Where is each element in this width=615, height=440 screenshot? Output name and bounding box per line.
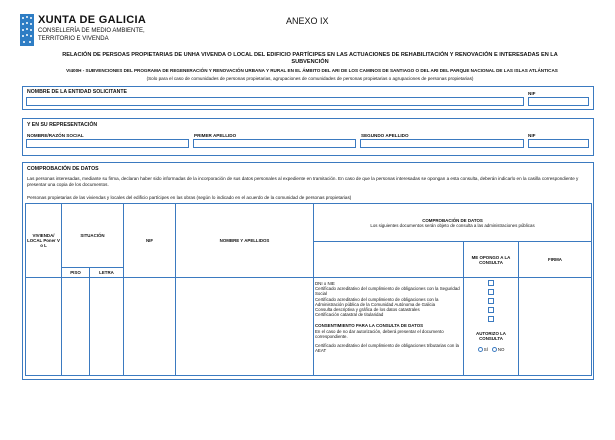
header-situacion-text: SITUACIÓN <box>80 233 105 238</box>
doc-administracion-galicia: Certificado acreditativo del cumplimiento de obligaciones con la Administración pública de la Comunidad Autónoma de Galicia <box>315 296 439 307</box>
form-title <box>40 52 580 66</box>
authorize-no-radio[interactable] <box>492 347 497 352</box>
owners-table <box>25 203 592 376</box>
rep-surname1-label: PRIMER APELLIDO <box>194 133 237 138</box>
consent-doc-aeat: Certificado acreditativo del cumplimiento de obligaciones tributarias con la AEAT <box>315 343 459 354</box>
cell-vivienda[interactable] <box>26 278 62 376</box>
header-nombre <box>176 204 314 278</box>
oppose-dni-checkbox[interactable] <box>488 280 494 286</box>
authorize-no-label: NO <box>497 347 505 352</box>
rep-name-label: NOMBRE/RAZÓN SOCIAL <box>27 133 84 138</box>
authorize-label: AUTORIZO LA CONSULTA <box>476 331 506 341</box>
doc-catastro-descriptiva: Consulta descriptiva y gráfica de los datos catastrales <box>315 307 420 313</box>
verification-paragraph-1: Las personas interesadas, mediante su firma, declaran haber sido informadas de la incorporación de sus datos personales al expediente en tramitación. En caso de que la personas interesadas se opongan a esta consulta, deberán indicarlo en la casilla correspondiente y presentar una copia de los documentos. <box>27 176 579 187</box>
oppose-catastro-titularidad-checkbox[interactable] <box>488 316 494 322</box>
cell-nombre[interactable] <box>176 278 314 376</box>
cell-letra[interactable] <box>90 278 124 376</box>
entity-name-label: NOMBRE DE LA ENTIDAD SOLICITANTE <box>27 89 127 95</box>
rep-nif-field[interactable] <box>528 139 589 148</box>
header-opongo-text: ME OPONGO A LA CONSULTA <box>471 254 511 265</box>
rep-nif-label: NIF <box>528 133 536 138</box>
rep-surname2-field[interactable] <box>360 139 524 148</box>
authorize-yes-radio[interactable] <box>478 347 483 352</box>
department-line-1: CONSELLERÍA DE MEDIO AMBIENTE, <box>38 28 145 34</box>
representation-section <box>22 118 594 156</box>
form-title-line-1: RELACIÓN DE PERSOAS PROPIETARIAS DE UNHA VIVENDA O LOCAL DEL EDIFICIO PARTÍCIPES EN LAS ACTUACIONES DE REHABILITACIÓN Y RENOVACIÓN E INTERESADAS EN LA <box>62 52 558 58</box>
form-note: (Solo para el caso de comunidades de personas propietarias, agrupaciones de comunidades de personas propietarias o agrupaciones de personas propietarias) <box>146 76 474 81</box>
cell-nif[interactable] <box>124 278 176 376</box>
brand-name: XUNTA DE GALICIA <box>38 14 147 26</box>
header-doc-blank <box>314 242 464 278</box>
header-comprobacion-text: COMPROBACIÓN DE DATOS <box>422 217 483 223</box>
consent-text: En el caso de no dar autorización, deberá presentar el documento correspondiente. <box>315 328 444 339</box>
annex-label: ANEXO IX <box>286 16 329 26</box>
entity-name-field[interactable] <box>26 97 524 106</box>
verification-paragraph-2: Personas propietarias de las viviendas y locales del edificio partícipes en las obras (según lo indicado en el acuerdo de la comunidad de personas propietarias) <box>27 195 352 200</box>
form-title-line-2: SUBVENCIÓN <box>291 58 329 65</box>
department <box>38 28 145 43</box>
header-letra <box>90 268 124 278</box>
header-nombre-text: NOMBRE Y APELLIDOS <box>219 238 270 243</box>
representation-title: Y EN SU REPRESENTACIÓN <box>27 122 98 128</box>
header-piso-text: PISO <box>70 270 81 275</box>
doc-seguridad-social: Certificado acreditativo del cumplimiento de obligaciones con la Seguridad Social <box>315 286 460 297</box>
rep-surname2-label: SEGUNDO APELLIDO <box>361 133 409 138</box>
cell-piso[interactable] <box>62 278 90 376</box>
header-comprobacion-sub: Los siguientes documentos serán objeto de consulta a las administraciones públicas <box>370 222 535 228</box>
oppose-galicia-checkbox[interactable] <box>488 298 494 304</box>
header-letra-text: LETRA <box>99 270 114 275</box>
header-opongo <box>464 242 519 278</box>
entity-nif-label: NIF <box>528 91 536 96</box>
procedure-title: VI400H - SUBVENCIONES DEL PROGRAMA DE REGENERACIÓN Y RENOVACIÓN URBANA Y RURAL EN EL ÁMBITO DEL ARI DE LOS CAMINOS DE SANTIAGO O DEL ARI DEL PARQUE NACIONAL DE LAS ISLAS ATLÁNTICAS <box>66 68 558 73</box>
table-row <box>26 278 592 376</box>
header-vivienda-text: VIVIENDA/ LOCAL Poner V o L <box>27 233 60 248</box>
doc-catastro-titularidad: Certificación catastral de titularidad <box>315 312 384 318</box>
authorize-yes-label: SÍ <box>483 347 488 352</box>
header-piso <box>62 268 90 278</box>
entity-nif-field[interactable] <box>528 97 589 106</box>
cell-firma[interactable] <box>519 278 592 376</box>
cell-documents <box>314 278 464 376</box>
header-comprobacion <box>314 204 592 242</box>
header-vivienda <box>26 204 62 278</box>
oppose-seguridad-social-checkbox[interactable] <box>488 289 494 295</box>
rep-surname1-field[interactable] <box>193 139 356 148</box>
rep-name-field[interactable] <box>26 139 189 148</box>
galicia-logo-icon <box>20 14 34 46</box>
header-nif <box>124 204 176 278</box>
cell-opongo <box>464 278 519 376</box>
header-nif-text: NIF <box>145 238 154 243</box>
department-line-2: TERRITORIO E VIVENDA <box>38 35 109 42</box>
oppose-catastro-descriptiva-checkbox[interactable] <box>488 307 494 313</box>
doc-dni: DNI o NIE <box>315 281 335 286</box>
header-firma-text: FIRMA <box>548 257 562 262</box>
header-situacion <box>62 204 124 268</box>
header-firma <box>519 242 592 278</box>
consent-title: CONSENTIMIENTO PARA LA CONSULTA DE DATOS <box>315 323 424 329</box>
verification-title: COMPROBACIÓN DE DATOS <box>27 166 99 172</box>
